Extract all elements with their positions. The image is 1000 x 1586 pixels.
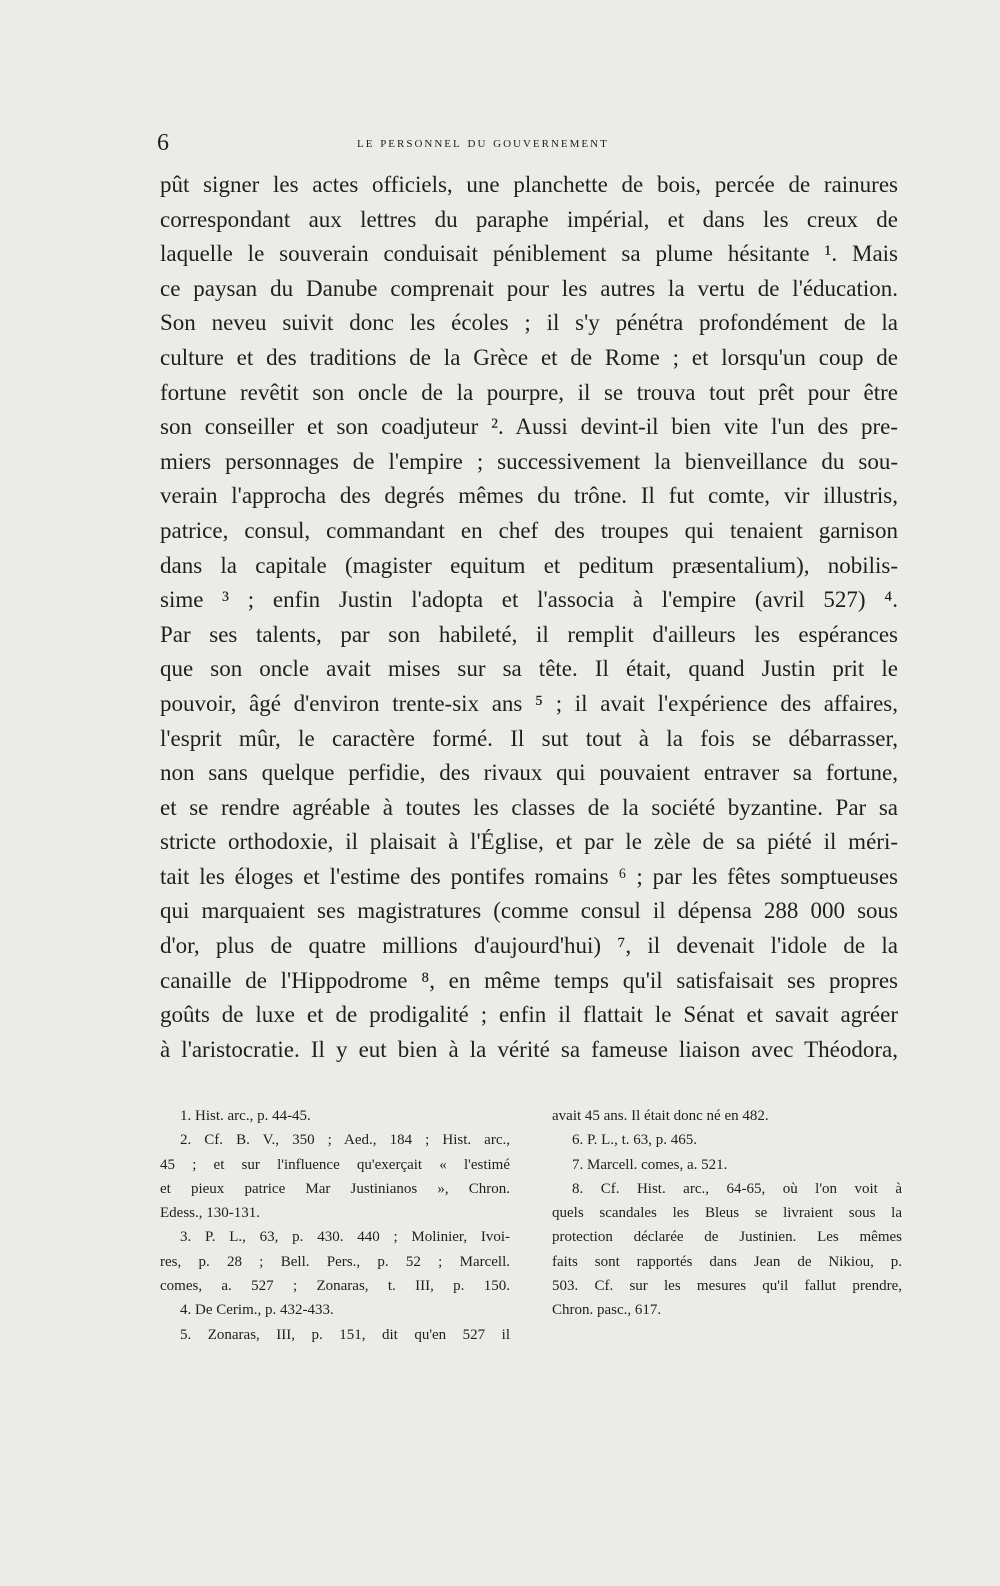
footnote-line: avait 45 ans. Il était donc né en 482. bbox=[552, 1108, 769, 1124]
footnotes-right-column bbox=[552, 1104, 902, 1323]
page-number: 6 bbox=[157, 130, 169, 156]
text-line: patrice, consul, commandant en chef des troupes qui tenaient garnison bbox=[160, 517, 898, 543]
text-line: et se rendre agréable à toutes les classes de la société byzantine. Par sa bbox=[160, 794, 898, 820]
footnote-line: 5. Zonaras, III, p. 151, dit qu'en 527 il bbox=[180, 1326, 510, 1343]
footnote-line: 45 ; et sur l'influence qu'exerçait « l'estimé bbox=[160, 1156, 510, 1173]
footnote-line: Edess., 130-131. bbox=[160, 1205, 260, 1222]
footnote-line: 1. Hist. arc., p. 44-45. bbox=[180, 1108, 311, 1124]
footnote-line: 7. Marcell. comes, a. 521. bbox=[572, 1156, 728, 1173]
footnotes-left-column bbox=[160, 1104, 510, 1347]
text-line: dans la capitale (magister equitum et peditum præsentalium), nobilis- bbox=[160, 552, 898, 578]
text-line: pouvoir, âgé d'environ trente-six ans ⁵ ; il avait l'expérience des affaires, bbox=[160, 690, 898, 716]
text-line: culture et des traditions de la Grèce et de Rome ; et lorsqu'un coup de bbox=[160, 344, 898, 370]
text-line: laquelle le souverain conduisait péniblement sa plume hésitante ¹. Mais bbox=[160, 241, 898, 267]
footnote-line: 4. De Cerim., p. 432-433. bbox=[180, 1302, 334, 1319]
footnote-line: comes, a. 527 ; Zonaras, t. III, p. 150. bbox=[160, 1278, 510, 1295]
footnote-line: 6. P. L., t. 63, p. 465. bbox=[572, 1132, 698, 1149]
text-line: stricte orthodoxie, il plaisait à l'Église, et par le zèle de sa piété il méri- bbox=[160, 829, 898, 855]
text-line: Par ses talents, par son habileté, il remplit d'ailleurs les espérances bbox=[160, 621, 898, 647]
footnote-line: 8. Cf. Hist. arc., 64-65, où l'on voit à bbox=[572, 1180, 902, 1197]
text-line: son conseiller et son coadjuteur ². Aussi devint-il bien vite l'un des pre- bbox=[160, 414, 898, 440]
footnote-line: et pieux patrice Mar Justinianos », Chron. bbox=[160, 1180, 510, 1197]
footnote-line: res, p. 28 ; Bell. Pers., p. 52 ; Marcell. bbox=[160, 1253, 510, 1270]
page-header bbox=[157, 128, 897, 158]
text-line: fortune revêtit son oncle de la pourpre, il se trouva tout prêt pour être bbox=[160, 379, 898, 405]
text-line: Son neveu suivit donc les écoles ; il s'y pénétra profondément de la bbox=[160, 310, 898, 336]
text-line: à l'aristocratie. Il y eut bien à la vérité sa fameuse liaison avec Théodora, bbox=[160, 1036, 898, 1062]
footnote-line: Chron. pasc., 617. bbox=[552, 1302, 662, 1319]
text-line: tait les éloges et l'estime des pontifes romains ⁶ ; par les fêtes somptueuses bbox=[160, 863, 898, 889]
text-line: miers personnages de l'empire ; successivement la bienveillance du sou- bbox=[160, 448, 898, 474]
footnote-line: protection déclarée de Justinien. Les mêmes bbox=[552, 1229, 902, 1246]
text-line: ce paysan du Danube comprenait pour les autres la vertu de l'éducation. bbox=[160, 275, 898, 301]
text-line: correspondant aux lettres du paraphe impérial, et dans les creux de bbox=[160, 206, 898, 232]
text-line: goûts de luxe et de prodigalité ; enfin il flattait le Sénat et savait agréer bbox=[160, 1002, 898, 1028]
footnote-line: 3. P. L., 63, p. 430. 440 ; Molinier, Ivoi- bbox=[180, 1229, 510, 1246]
footnote-line: faits sont rapportés dans Jean de Nikiou, p. bbox=[552, 1253, 902, 1270]
footnote-line: 503. Cf. sur les mesures qu'il fallut prendre, bbox=[552, 1278, 902, 1295]
text-line: canaille de l'Hippodrome ⁸, en même temps qu'il satisfaisait ses propres bbox=[160, 967, 898, 993]
footnote-line: 2. Cf. B. V., 350 ; Aed., 184 ; Hist. arc., bbox=[180, 1132, 510, 1149]
text-line: verain l'approcha des degrés mêmes du trône. Il fut comte, vir illustris, bbox=[160, 483, 898, 509]
main-text bbox=[160, 168, 898, 1067]
text-line: pût signer les actes officiels, une planchette de bois, percée de rainures bbox=[160, 172, 898, 197]
text-line: non sans quelque perfidie, des rivaux qui pouvaient entraver sa fortune, bbox=[160, 760, 898, 786]
footnote-line: quels scandales les Bleus se livraient sous la bbox=[552, 1205, 902, 1222]
running-title: le personnel du gouvernement bbox=[357, 135, 609, 151]
text-line: que son oncle avait mises sur sa tête. Il était, quand Justin prit le bbox=[160, 656, 898, 682]
text-line: d'or, plus de quatre millions d'aujourd'hui) ⁷, il devenait l'idole de la bbox=[160, 933, 898, 959]
text-line: l'esprit mûr, le caractère formé. Il sut tout à la fois se débarrasser, bbox=[160, 725, 898, 751]
text-line: sime ³ ; enfin Justin l'adopta et l'associa à l'empire (avril 527) ⁴. bbox=[160, 587, 898, 613]
text-line: qui marquaient ses magistratures (comme consul il dépensa 288 000 sous bbox=[160, 898, 898, 924]
